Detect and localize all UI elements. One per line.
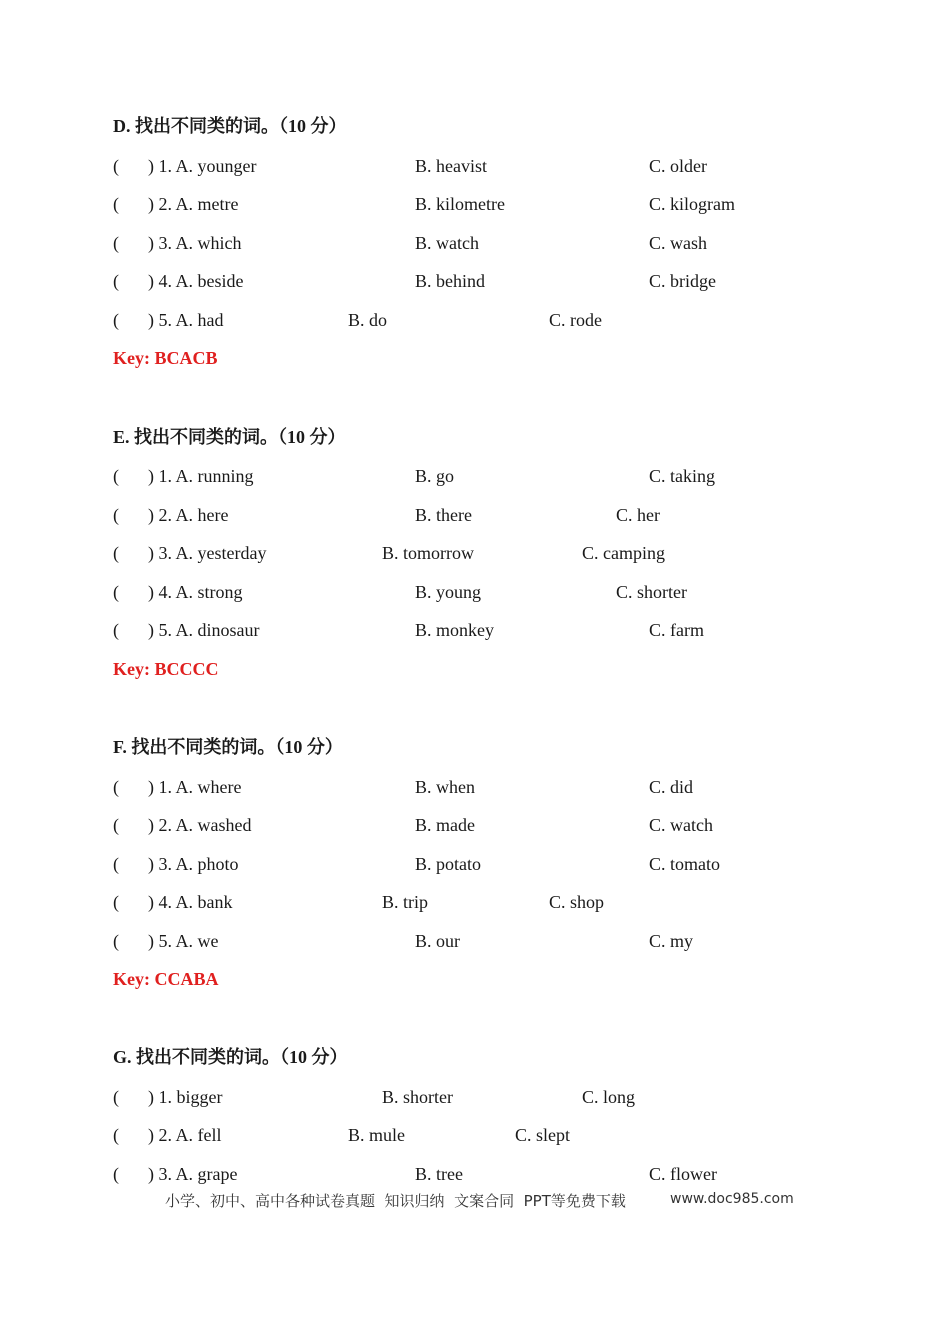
- answer-blank[interactable]: (: [113, 156, 119, 176]
- option-c: C. tomato: [649, 854, 720, 874]
- answer-blank[interactable]: (: [113, 543, 119, 563]
- option-c: C. slept: [515, 1125, 571, 1145]
- option-b: B. monkey: [415, 620, 494, 640]
- answer-key: Key: BCCCC: [113, 659, 219, 679]
- answer-blank[interactable]: (: [113, 1125, 119, 1145]
- question-stem: ) 3. A. yesterday: [148, 543, 267, 563]
- question-stem: ) 5. A. had: [148, 310, 224, 330]
- option-c: C. watch: [649, 815, 713, 835]
- question-stem: ) 4. A. beside: [148, 271, 244, 291]
- question-stem: ) 5. A. we: [148, 931, 219, 951]
- answer-blank[interactable]: (: [113, 505, 119, 525]
- section-heading-e: E. 找出不同类的词。（10 分）: [113, 427, 346, 447]
- answer-blank[interactable]: (: [113, 931, 119, 951]
- option-b: B. made: [415, 815, 475, 835]
- option-b: B. go: [415, 466, 455, 486]
- option-b: B. our: [415, 931, 460, 951]
- option-b: B. young: [415, 582, 482, 602]
- answer-blank[interactable]: (: [113, 854, 119, 874]
- option-c: C. bridge: [649, 271, 716, 291]
- option-b: B. tomorrow: [382, 543, 474, 563]
- question-stem: ) 1. bigger: [148, 1087, 223, 1107]
- section-heading-d: D. 找出不同类的词。（10 分）: [113, 116, 347, 136]
- answer-blank[interactable]: (: [113, 1087, 119, 1107]
- option-b: B. there: [415, 505, 472, 525]
- answer-blank[interactable]: (: [113, 310, 119, 330]
- option-b: B. tree: [415, 1164, 463, 1184]
- option-b: B. trip: [382, 892, 429, 912]
- question-stem: ) 3. A. grape: [148, 1164, 238, 1184]
- answer-blank[interactable]: (: [113, 777, 119, 797]
- question-stem: ) 5. A. dinosaur: [148, 620, 260, 640]
- option-c: C. camping: [582, 543, 665, 563]
- option-b: B. behind: [415, 271, 485, 291]
- answer-blank[interactable]: (: [113, 271, 119, 291]
- question-stem: ) 1. A. younger: [148, 156, 257, 176]
- option-c: C. rode: [549, 310, 602, 330]
- option-b: B. when: [415, 777, 475, 797]
- option-b: B. potato: [415, 854, 481, 874]
- question-stem: ) 1. A. where: [148, 777, 242, 797]
- question-stem: ) 1. A. running: [148, 466, 254, 486]
- option-c: C. farm: [649, 620, 704, 640]
- option-c: C. shop: [549, 892, 605, 912]
- option-b: B. shorter: [382, 1087, 453, 1107]
- option-b: B. watch: [415, 233, 479, 253]
- footer-url[interactable]: www.doc985.com: [670, 1191, 794, 1207]
- option-c: C. long: [582, 1087, 636, 1107]
- option-c: C. kilogram: [649, 194, 735, 214]
- question-stem: ) 2. A. fell: [148, 1125, 222, 1145]
- option-c: C. wash: [649, 233, 707, 253]
- question-stem: ) 4. A. strong: [148, 582, 243, 602]
- answer-key: Key: BCACB: [113, 348, 218, 368]
- question-stem: ) 2. A. here: [148, 505, 229, 525]
- option-b: B. mule: [348, 1125, 405, 1145]
- answer-blank[interactable]: (: [113, 194, 119, 214]
- question-stem: ) 3. A. which: [148, 233, 242, 253]
- question-stem: ) 4. A. bank: [148, 892, 233, 912]
- question-stem: ) 3. A. photo: [148, 854, 239, 874]
- option-b: B. heavist: [415, 156, 487, 176]
- question-stem: ) 2. A. washed: [148, 815, 252, 835]
- section-heading-g: G. 找出不同类的词。（10 分）: [113, 1047, 348, 1067]
- option-c: C. older: [649, 156, 707, 176]
- question-stem: ) 2. A. metre: [148, 194, 239, 214]
- answer-blank[interactable]: (: [113, 620, 119, 640]
- option-c: C. taking: [649, 466, 715, 486]
- answer-blank[interactable]: (: [113, 233, 119, 253]
- option-b: B. kilometre: [415, 194, 505, 214]
- option-b: B. do: [348, 310, 388, 330]
- answer-blank[interactable]: (: [113, 466, 119, 486]
- option-c: C. did: [649, 777, 694, 797]
- option-c: C. shorter: [616, 582, 687, 602]
- answer-blank[interactable]: (: [113, 815, 119, 835]
- section-heading-f: F. 找出不同类的词。（10 分）: [113, 737, 343, 757]
- answer-key: Key: CCABA: [113, 969, 219, 989]
- option-c: C. flower: [649, 1164, 717, 1184]
- option-c: C. my: [649, 931, 694, 951]
- option-c: C. her: [616, 505, 660, 525]
- answer-blank[interactable]: (: [113, 582, 119, 602]
- answer-blank[interactable]: (: [113, 892, 119, 912]
- answer-blank[interactable]: (: [113, 1164, 119, 1184]
- footer-text: 小学、初中、高中各种试卷真题 知识归纳 文案合同 PPT等免费下载: [165, 1192, 626, 1210]
